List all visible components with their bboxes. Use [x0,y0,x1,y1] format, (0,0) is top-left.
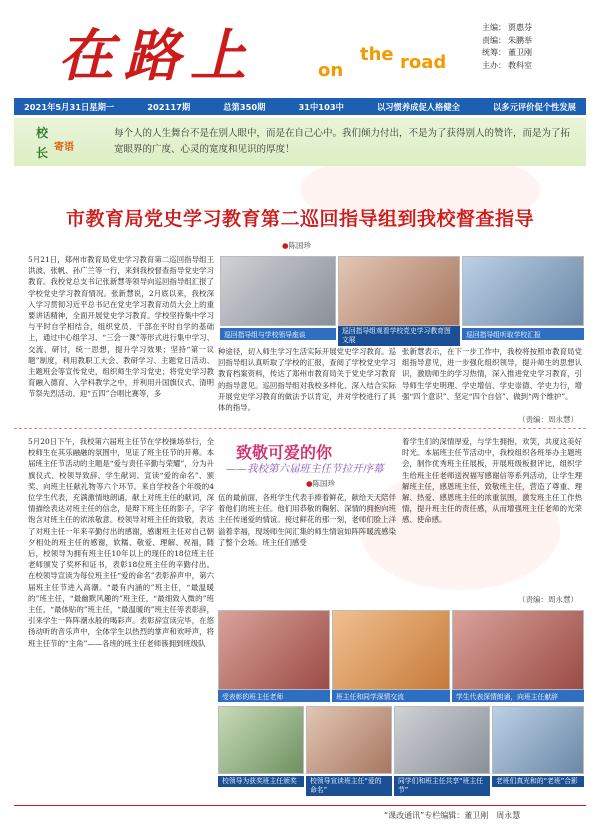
byline-bullet: ● [306,479,313,488]
article1-author: 陈国珍 [288,241,312,250]
footer-editor-note: “课改通讯”专栏编辑：董卫刚 周永慧 [384,811,521,820]
article1-photo-1-caption: 巡回指导组与学校领导座谈 [220,328,336,340]
footer-rule [14,805,586,806]
staff-label: 主办： [482,60,506,70]
article2-photo-2-caption: 班主任和同学深情交流 [332,690,450,702]
staff-row [482,35,532,48]
principal-message-text: 每个人的人生舞台不是在别人眼中，而是在自己心中。我们倾力付出，不是为了获得别人的赞许，而是为了拓宽眼界的广度、心灵的宽度和见识的厚度！ [114,128,571,155]
staff-label: 责编： [482,35,506,45]
masthead-subtitle-word-3: road [400,52,447,73]
article2-credit: （责编：周永慧） [518,595,578,604]
masthead-subtitle-word-2: the [360,44,394,65]
article1-column-2: 种途径，切入师生学习生活实际开展党史学习教育。巡回指导组认真听取了学校的汇报，查阅了学校党史学习教育档案资料，传达了郑州市教育局关于党史学习教育的指导意见。巡回指导组对我校多样化、深入结合实际开展党史学习教育的做法予以肯定，并对学校进行了具体的指导。 [218,347,396,413]
principal-tag-char-3: 长 [36,146,49,160]
issue-number: 202117期 [147,101,191,112]
principal-tag [36,124,80,158]
article1-photo-2 [338,256,460,326]
article2-photo-6 [394,706,490,774]
slogan-1: 以习惯养成促人格健全 [376,101,460,112]
masthead-title: 在路上 [58,23,256,89]
staff-label: 统筹： [482,48,506,57]
article2-photo-6-caption: 同学们和班主任共享“班主任节” [394,776,490,796]
masthead [0,0,600,96]
principal-tag-char-2: 寄语 [54,142,74,153]
staff-row [482,60,532,73]
section-divider [14,428,586,429]
article2-photo-7-caption: 老班们真光和的“老班”合影 [492,776,584,787]
article1-photo-3 [462,256,584,326]
article1-photo-1 [220,256,336,326]
article1-column-1: 5月21日，郑州市教育局党史学习教育第二巡回指导组王洪波、张帆、孙广兰等一行，来到我校督查指导党史学习教育。我校党总支书记张新慧等领导向巡回指导组汇报了学校党史学习教育情况。张新慧说，2月底以来，我校深入学习贯彻习近平总书记在党史学习教育动员大会上的重要讲话精神，全面开展党史学习教育。学校坚持集中学习与平时自学相结合，组织党员、干部在平时自学的基础上，通过中心组学习、“三会一课”等形式进行集中学习、交流、研讨，统一思想，提升学习效果；坚持“第一议题”制度，利用教职工大会、教研学习、主题党日活动、主题班会等宣传党史，组织师生学习党史；将党史学习教育融入德育、入学科教学之中，并利用升国旗仪式、清明节祭先烈活动、迎“五四”合唱比赛等，多 [28,255,214,399]
article2-photo-4-caption: 校领导为获奖班主任颁奖 [218,776,304,787]
article2-photo-3 [452,610,584,690]
article2-subtitle: ——我校第六届班主任节拉开序幕 [226,463,384,475]
slogan-2: 以多元评价促个性发展 [492,101,576,112]
staff-list [482,22,532,72]
article2-title: 致敬可爱的你 [236,443,333,462]
article1-credit: （责编：周永慧） [518,415,578,424]
article2-byline [306,478,335,489]
article2-photo-3-caption: 学生代表深情朗诵，向班主任献辞 [452,690,584,702]
article1-photo-3-caption: 巡回指导组听取学校汇报 [462,328,584,340]
issue-date: 2021年5月31日星期一 [24,101,115,112]
staff-name: 贾惠芬 [508,23,532,32]
article2-photo-4 [218,706,304,774]
article2-column-1: 5月20日下午，我校第六届班主任节在学校操场举行，全校师生在其乐融融的氛围中，见证了班主任节的开幕。本届班主任节活动的主题是“爱与责任辛勤与荣耀”，分为升旗仪式、校领导致辞、学生献词、宣读“爱的命名”、颁奖、向班主任献礼物等六个环节。来自学校各个年级的4位学生代表，充满激情地朗诵，献上对班主任的献词，深情描绘表达对班主任的信念，是辩下班主任的影子，字字饱含对班主任的浓浓敬意。校领导对班主任的致敬，表达了对班主任一年来辛勤付出的感谢，感谢班主任对自己朝夕相处的班主任的感谢，软糯、敬爱、理解、祝福，随后，校领导为拥有班主任10年以上的现任的18位班主任老师颁发了奖杯和证书，表彰18位班主任的辛勤付出。在校领导宣读为每位班主任“爱的命名”表彰辞声中，第六届班主任节进入高潮。“最有内涵的”班主任，“最温暖的”班主任，“最幽默风趣的”班主任，“最细致入微的”班主任，“最体贴的”班主任，“最温暖的”班主任等表彰辞，引来学生一阵阵潮水般的喝彩声。表彰辞宣读完毕，在悠扬动听的音乐声中，全体学生以热烈的掌声和欢呼声，将班主任节的“主角”——各班的班主任老师簇拥到班级队 [28,437,214,648]
article1-column-3: 张新慧表示，在下一步工作中，我校将按照市教育局党组指导意见，进一步强化组织领导，提升师生的思想认识，激励师生的学习热情，深入推进党史学习教育，引导师生学史明理、学史增信、学史崇德、学史力行，增强“四个意识”、坚定“四个自信”、做到“两个维护”。 [402,347,582,401]
article2-photo-5-caption: 校领导宣读班主任“爱的命名” [306,776,392,796]
article1-photo-2-caption: 巡回指导组观看学校党史学习教育图文展 [338,326,460,346]
article2-photo-1-caption: 受表彰的班主任老师 [218,690,330,702]
issue-code: 31中103中 [298,101,344,112]
article2-photo-7 [492,706,584,774]
masthead-subtitle-word-1: on [318,60,344,81]
article2-photo-5 [306,706,392,774]
article1-headline: 市教育局党史学习教育第二巡回指导组到我校督查指导 [65,208,534,230]
article2-column-2: 伍的最前面，各班学生代表手捧着鲜花，献给天天陪伴着他们的班主任。他们用恭敬的鞠躬、深情的拥抱向班主任传递爱的情谊。接过鲜花的那一刻，老师们脸上洋溢着幸福，现场师生间汇集的师生情谊如阵阵暖流感染了整个会场。班主任们感受 [218,493,396,547]
byline-bullet: ● [282,241,289,250]
principal-message-box [14,118,586,166]
staff-row [482,22,532,35]
issue-total: 总第350期 [223,101,266,112]
principal-tag-char-1: 校 [36,126,49,140]
article2-column-3: 着学生们的深情厚爱，与学生拥抱，欢笑，共度这美好时光。本届班主任节活动中，我校组织各班举办主题班会，制作优秀班主任展板，开展班级板报评比，组织学生给班主任老师送祝福写感谢信等系列活动，让学生理解班主任，感恩班主任，致敬班主任，营造了尊重、理解、热爱、感恩班主任的浓重氛围，激发班主任工作热情，提升班主任的责任感，从而增强班主任老师的光荣感、使命感。 [402,437,582,525]
article2-photo-2 [332,610,450,690]
staff-row [482,47,532,60]
article1-byline [282,240,311,251]
staff-name: 董卫刚 [508,48,532,57]
staff-label: 主编： [482,23,506,32]
staff-name: 教科室 [508,60,532,70]
article2-author: 陈国珍 [312,479,336,488]
article2-photo-1 [218,610,330,690]
issue-info-bar [14,98,586,115]
staff-name: 朱鹏举 [508,35,532,45]
